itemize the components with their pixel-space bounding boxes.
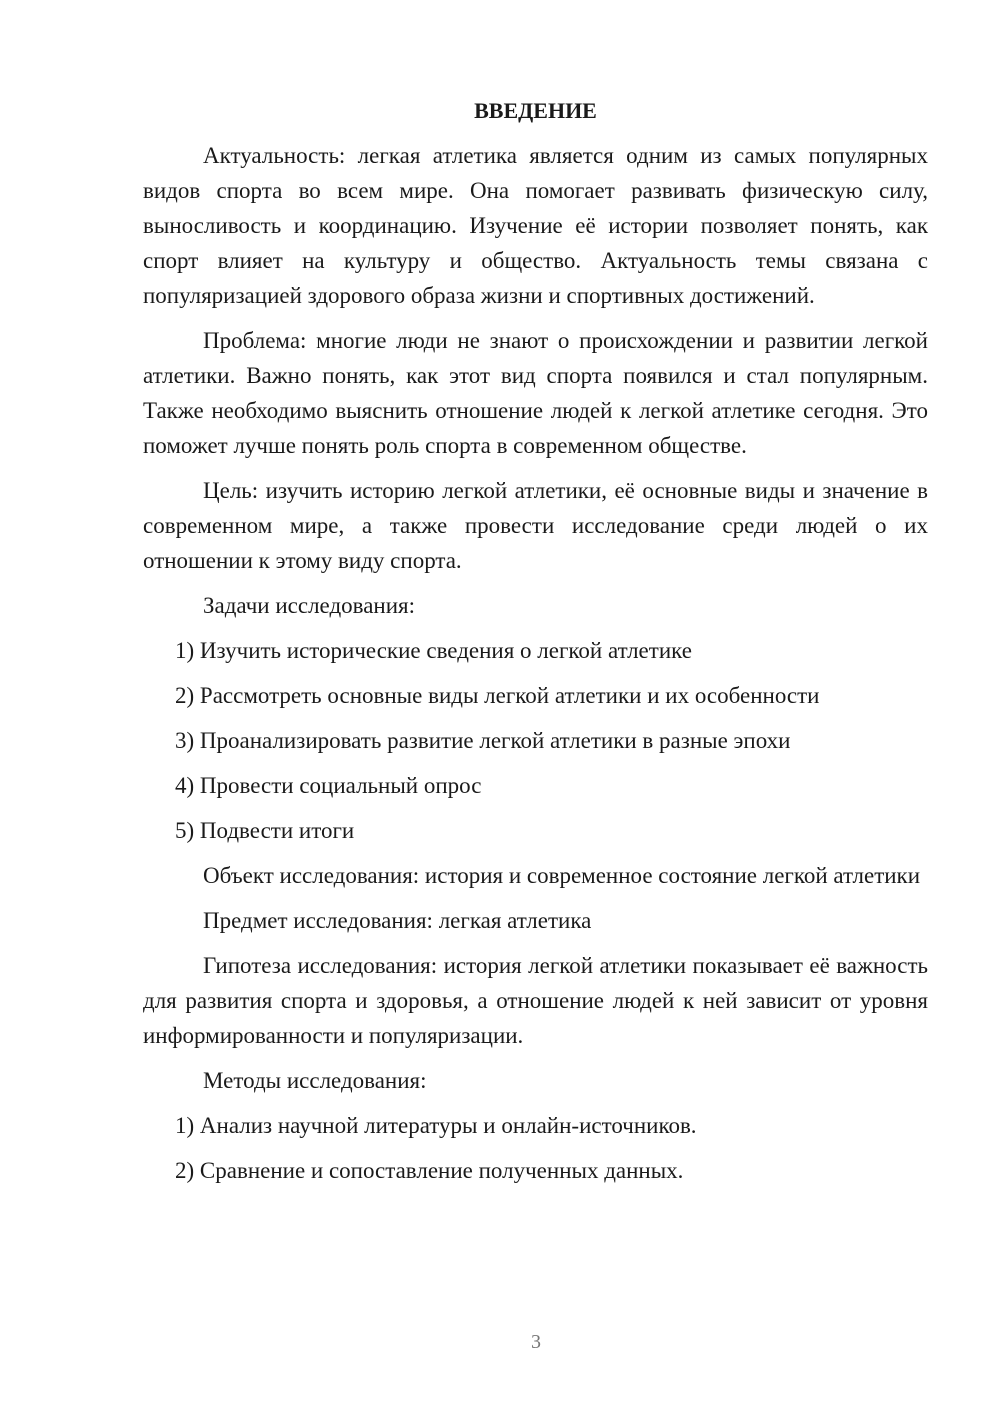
page-number: 3: [531, 1331, 541, 1353]
method-item: 2) Сравнение и сопоставление полученных данных.: [175, 1158, 684, 1183]
document-body: [143, 93, 928, 1198]
task-item: 4) Провести социальный опрос: [175, 773, 482, 798]
task-item: 5) Подвести итоги: [175, 818, 355, 843]
object-paragraph: Объект исследования: история и современное состояние легкой атлетики: [203, 863, 921, 888]
problem-paragraph: Проблема: многие люди не знают о происхождении и развитии легкой атлетики. Важно понять, как этот вид спорта появился и стал популярным. Также необходимо выяснить отношение людей к легкой атлетике сегодня. Это поможет лучше понять роль спорта в современном обществе.: [143, 328, 928, 458]
task-item: 3) Проанализировать развитие легкой атлетики в разные эпохи: [175, 728, 791, 753]
tasks-list: [143, 633, 928, 848]
task-item: 2) Рассмотреть основные виды легкой атлетики и их особенности: [175, 683, 820, 708]
method-item: 1) Анализ научной литературы и онлайн-источников.: [175, 1113, 697, 1138]
task-item: 1) Изучить исторические сведения о легкой атлетике: [175, 638, 692, 663]
goal-paragraph: Цель: изучить историю легкой атлетики, её основные виды и значение в современном мире, а также провести исследование среди людей о их отношении к этому виду спорта.: [143, 478, 928, 573]
methods-heading: Методы исследования:: [203, 1068, 427, 1093]
hypothesis-paragraph: Гипотеза исследования: история легкой атлетики показывает её важность для развития спорта и здоровья, а отношение людей к ней зависит от уровня информированности и популяризации.: [143, 953, 928, 1048]
section-title: ВВЕДЕНИЕ: [474, 98, 597, 123]
tasks-heading: Задачи исследования:: [203, 593, 416, 618]
relevance-paragraph: Актуальность: легкая атлетика является одним из самых популярных видов спорта во всем мире. Она помогает развивать физическую силу, выносливость и координацию. Изучение её истории позволяет понять, как спорт влияет на культуру и общество. Актуальность темы связана с популяризацией здорового образа жизни и спортивных достижений.: [143, 143, 928, 308]
subject-paragraph: Предмет исследования: легкая атлетика: [203, 908, 592, 933]
methods-list: [143, 1108, 928, 1188]
